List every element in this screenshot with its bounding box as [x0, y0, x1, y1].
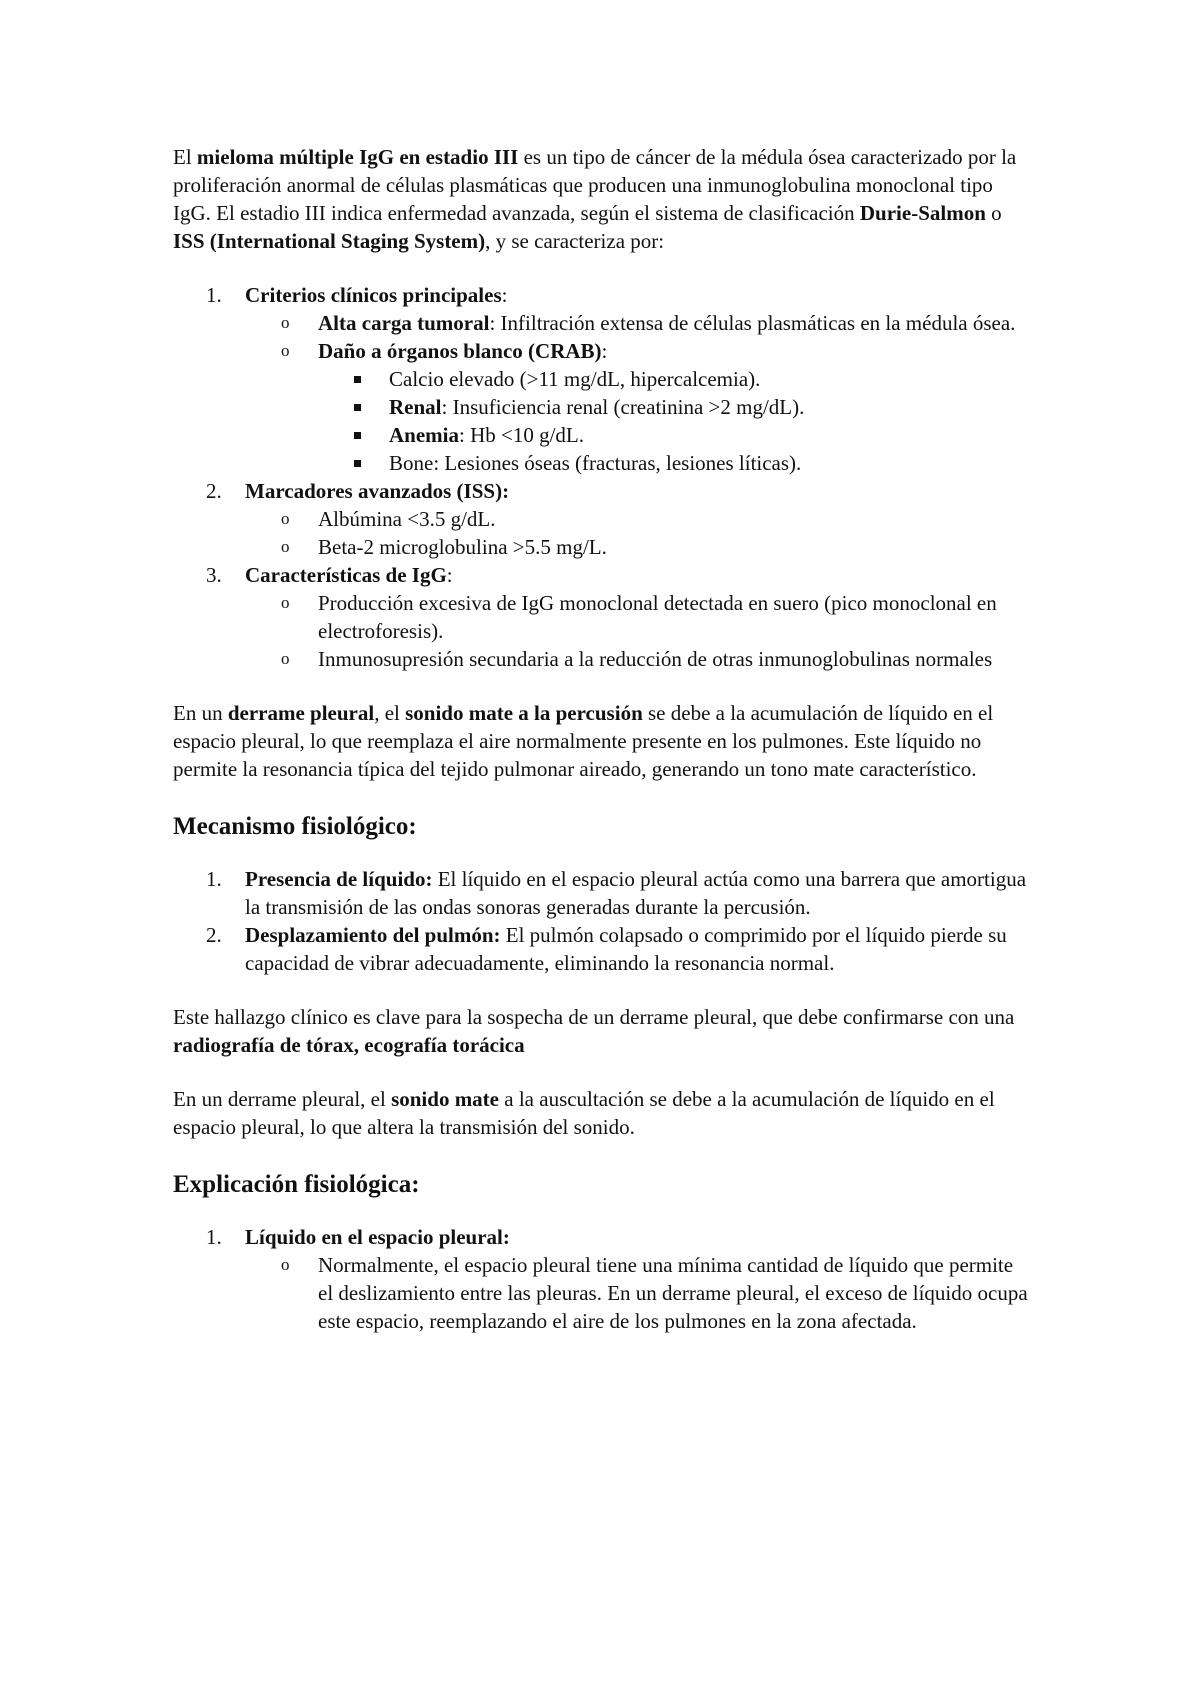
bold-term: Daño a órganos blanco (CRAB) — [318, 339, 602, 363]
text: Calcio elevado (>11 mg/dL, hipercalcemia). — [389, 367, 761, 391]
list-number: 2. — [206, 923, 222, 947]
text: Inmunosupresión secundaria a la reducción de otras inmunoglobulinas normales — [318, 647, 993, 671]
circle-bullet-icon: o — [281, 593, 290, 612]
bold-term: sonido mate — [391, 1087, 500, 1111]
list-item — [173, 281, 1030, 477]
crab-item — [173, 393, 1030, 421]
bold-term: radiografía de tórax, ecografía torácica — [173, 1033, 525, 1057]
circle-bullet-icon: o — [281, 537, 290, 556]
item-title: Marcadores avanzados (ISS): — [245, 479, 510, 503]
circle-bullet-icon: o — [281, 1255, 290, 1274]
section-heading-mecanismo: Mecanismo fisiológico: — [173, 813, 417, 840]
list-number: 3. — [206, 563, 222, 587]
sub-list-item — [173, 589, 1030, 645]
text: : — [501, 283, 508, 307]
bold-term: sonido mate a la percusión — [405, 701, 643, 725]
item-title: Líquido en el espacio pleural: — [245, 1225, 510, 1249]
text: En un — [173, 701, 228, 725]
text: El — [173, 145, 197, 169]
text: Albúmina <3.5 g/dL. — [318, 507, 496, 531]
intro-paragraph — [173, 143, 1030, 255]
bold-term: derrame pleural — [227, 701, 375, 725]
circle-bullet-icon: o — [281, 509, 290, 528]
text: es un tipo de cáncer de la médula ósea caracterizado por la proliferación anormal de células plasmáticas que producen una inmunoglobulina monoclonal tipo IgG. El estadio III indica enfermedad avanzada, según el sistema de clasificación — [173, 145, 1017, 225]
sub-list — [245, 309, 1030, 477]
bold-term: Renal — [389, 395, 442, 419]
text: El pulmón colapsado o comprimido por el líquido pierde su capacidad de vibrar adecuadamente, eliminando la resonancia normal. — [245, 923, 1007, 975]
square-bullet-icon — [354, 432, 361, 439]
text: o — [985, 201, 1002, 225]
text: , y se caracteriza por: — [485, 229, 665, 253]
square-bullet-icon — [354, 460, 361, 467]
section-heading-explicacion: Explicación fisiológica: — [173, 1171, 420, 1198]
text: Beta-2 microglobulina >5.5 mg/L. — [318, 535, 607, 559]
text: : Hb <10 g/dL. — [459, 423, 585, 447]
circle-bullet-icon: o — [281, 341, 290, 360]
bold-term: Anemia — [389, 423, 459, 447]
sub-list — [245, 589, 1030, 673]
sub-list-item — [173, 645, 1030, 673]
bold-term: Durie-Salmon — [859, 201, 986, 225]
square-bullet-icon — [354, 404, 361, 411]
sub-list — [245, 1251, 1030, 1335]
list-item — [173, 865, 1030, 921]
list-number: 1. — [206, 867, 222, 891]
sub-list-item — [173, 309, 1030, 337]
list-number: 1. — [206, 1225, 222, 1249]
bold-term: Presencia de líquido: — [245, 867, 433, 891]
square-bullet-icon — [354, 376, 361, 383]
criteria-list — [173, 281, 1030, 673]
circle-bullet-icon: o — [281, 649, 290, 668]
bold-term: mieloma múltiple IgG en estadio III — [196, 145, 519, 169]
text: Normalmente, el espacio pleural tiene una mínima cantidad de líquido que permite el deslizamiento entre las pleuras. En un derrame pleural, el exceso de líquido ocupa este espacio, reemplazando el aire de los pulmones en la zona afectada. — [318, 1253, 1028, 1333]
sub-list — [245, 505, 1030, 561]
sub-list-item — [173, 337, 1030, 477]
text: Este hallazgo clínico es clave para la sospecha de un derrame pleural, que debe confirmarse con una — [173, 1005, 1015, 1029]
hallazgo-paragraph — [173, 1003, 1030, 1059]
text: En un derrame pleural, el — [173, 1087, 392, 1111]
mechanism-list — [173, 865, 1030, 977]
text: Bone: Lesiones óseas (fracturas, lesiones líticas). — [389, 451, 802, 475]
list-item — [173, 921, 1030, 977]
sub-list-item — [173, 505, 1030, 533]
text: Producción excesiva de IgG monoclonal detectada en suero (pico monoclonal en electroforesis). — [318, 591, 997, 643]
explanation-list — [173, 1223, 1030, 1335]
list-item — [173, 477, 1030, 561]
text: a la auscultación se debe a la acumulación de líquido en el espacio pleural, lo que altera la transmisión del sonido. — [173, 1087, 995, 1139]
list-number: 2. — [206, 479, 222, 503]
item-title: Criterios clínicos principales — [245, 283, 502, 307]
text: se debe a la acumulación de líquido en el espacio pleural, lo que reemplaza el aire normalmente presente en los pulmones. Este líquido no permite la resonancia típica del tejido pulmonar aireado, generando un tono mate característico. — [173, 701, 994, 781]
sub-list-item — [173, 533, 1030, 561]
bold-term: Alta carga tumoral — [318, 311, 490, 335]
derrame-auscultacion-paragraph — [173, 1085, 1030, 1141]
crab-item — [173, 449, 1030, 477]
sub-list-item — [173, 1251, 1030, 1335]
text: , el — [374, 701, 406, 725]
list-number: 1. — [206, 283, 222, 307]
item-title: Características de IgG — [245, 563, 447, 587]
crab-item — [173, 365, 1030, 393]
bold-term: Desplazamiento del pulmón: — [245, 923, 501, 947]
text: : — [446, 563, 453, 587]
crab-item — [173, 421, 1030, 449]
text: : — [601, 339, 608, 363]
bold-term: ISS (International Staging System) — [173, 229, 486, 253]
text: El líquido en el espacio pleural actúa como una barrera que amortigua la transmisión de las ondas sonoras generadas durante la percusión. — [245, 867, 1027, 919]
list-item — [173, 1223, 1030, 1335]
text: : Infiltración extensa de células plasmáticas en la médula ósea. — [489, 311, 1016, 335]
crab-list — [173, 365, 1030, 477]
circle-bullet-icon: o — [281, 313, 290, 332]
derrame-percusion-paragraph — [173, 699, 1030, 783]
text: : Insuficiencia renal (creatinina >2 mg/dL). — [441, 395, 805, 419]
list-item — [173, 561, 1030, 673]
